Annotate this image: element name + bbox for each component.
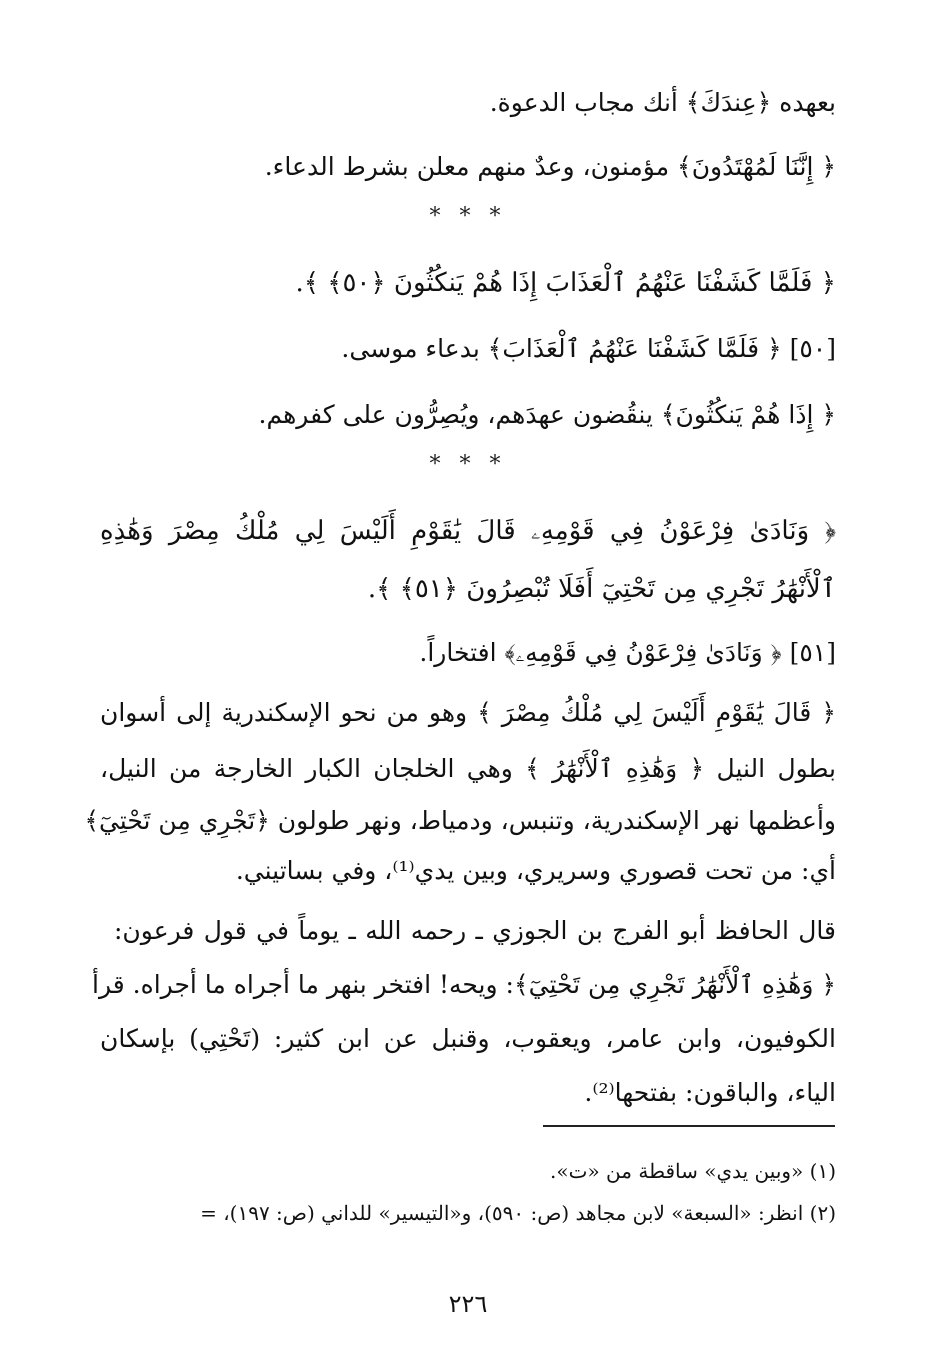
text-line-1: بعهده ﴿عِندَكَ﴾ أنك مجاب الدعوة. [489, 88, 836, 117]
paragraph-1-line-2: بطول النيل ﴿ وَهَٰذِهِ ٱلْأَنْهَٰرُ ﴾ وهي الخلجان الكبار الخارجة من النيل، [100, 754, 836, 783]
text-line-5: ﴿ إِذَا هُمْ يَنكُثُونَ﴾ ينقُضون عهدَهم، ويُصِرُّون على كفرهم. [258, 400, 836, 429]
paragraph-2-line-2: ﴿ وَهَٰذِهِ ٱلْأَنْهَٰرُ تَجْرِي مِن تَحْتِيٓ﴾: ويحه! افتخر بنهر ما أجراه ما أجراه. قرأ [92, 970, 836, 999]
paragraph-1-line-3: وأعظمها نهر الإسكندرية، وتنبس، ودمياط، ونهر طولون ﴿تَجْرِي مِن تَحْتِيٓ﴾ [84, 806, 836, 835]
paragraph-2-line-1: قال الحافظ أبو الفرج بن الجوزي ـ رحمه الله ـ يوماً في قول فرعون: [114, 916, 836, 945]
footnote-1: (١) «وبين يدي» ساقطة من «ت». [550, 1159, 836, 1183]
footnote-2: (٢) انظر: «السبعة» لابن مجاهد (ص: ٥٩٠)، و«التيسير» للداني (ص: ١٩٧)، = [200, 1201, 836, 1225]
section-separator: * * * [429, 204, 507, 229]
paragraph-1-line-4: أي: من تحت قصوري وسريري، وبين يدي⁽¹⁾، وفي بساتيني. [235, 856, 836, 885]
text-line-8: [٥١] ﴿ وَنَادَىٰ فِرْعَوْنُ فِي قَوْمِهِۦ﴾ افتخاراً. [419, 638, 836, 667]
paragraph-1-line-1: ﴿ قَالَ يَٰقَوْمِ أَلَيْسَ لِي مُلْكُ مِصْرَ ﴾ وهو من نحو الإسكندرية إلى أسوان [100, 698, 836, 727]
footnote-separator [543, 1125, 835, 1127]
verse-51-line-1: ﴿ وَنَادَىٰ فِرْعَوْنُ فِي قَوْمِهِۦ قَالَ يَٰقَوْمِ أَلَيْسَ لِي مُلْكُ مِصْرَ وَهَٰذِهِ [100, 516, 836, 546]
text-line-2: ﴿ إِنَّنَا لَمُهْتَدُونَ﴾ مؤمنون، وعدٌ منهم معلن بشرط الدعاء. [264, 152, 836, 181]
verse-50: ﴿ فَلَمَّا كَشَفْنَا عَنْهُمُ ٱلْعَذَابَ إِذَا هُمْ يَنكُثُونَ ﴿٥٠﴾ ﴾. [295, 268, 836, 298]
verse-51-line-2: ٱلْأَنْهَٰرُ تَجْرِي مِن تَحْتِيٓ أَفَلَا تُبْصِرُونَ ﴿٥١﴾ ﴾. [367, 574, 836, 604]
section-separator-2: * * * [429, 452, 507, 477]
paragraph-2-line-3: الكوفيون، وابن عامر، ويعقوب، وقنبل عن ابن كثير: (تَحْتِي) بإسكان [100, 1024, 836, 1053]
text-line-4: [٥٠] ﴿ فَلَمَّا كَشَفْنَا عَنْهُمُ ٱلْعَذَابَ﴾ بدعاء موسى. [341, 334, 836, 363]
paragraph-2-line-4: الياء، والباقون: بفتحها⁽²⁾. [584, 1078, 836, 1107]
page-number: ٢٢٦ [448, 1290, 488, 1318]
